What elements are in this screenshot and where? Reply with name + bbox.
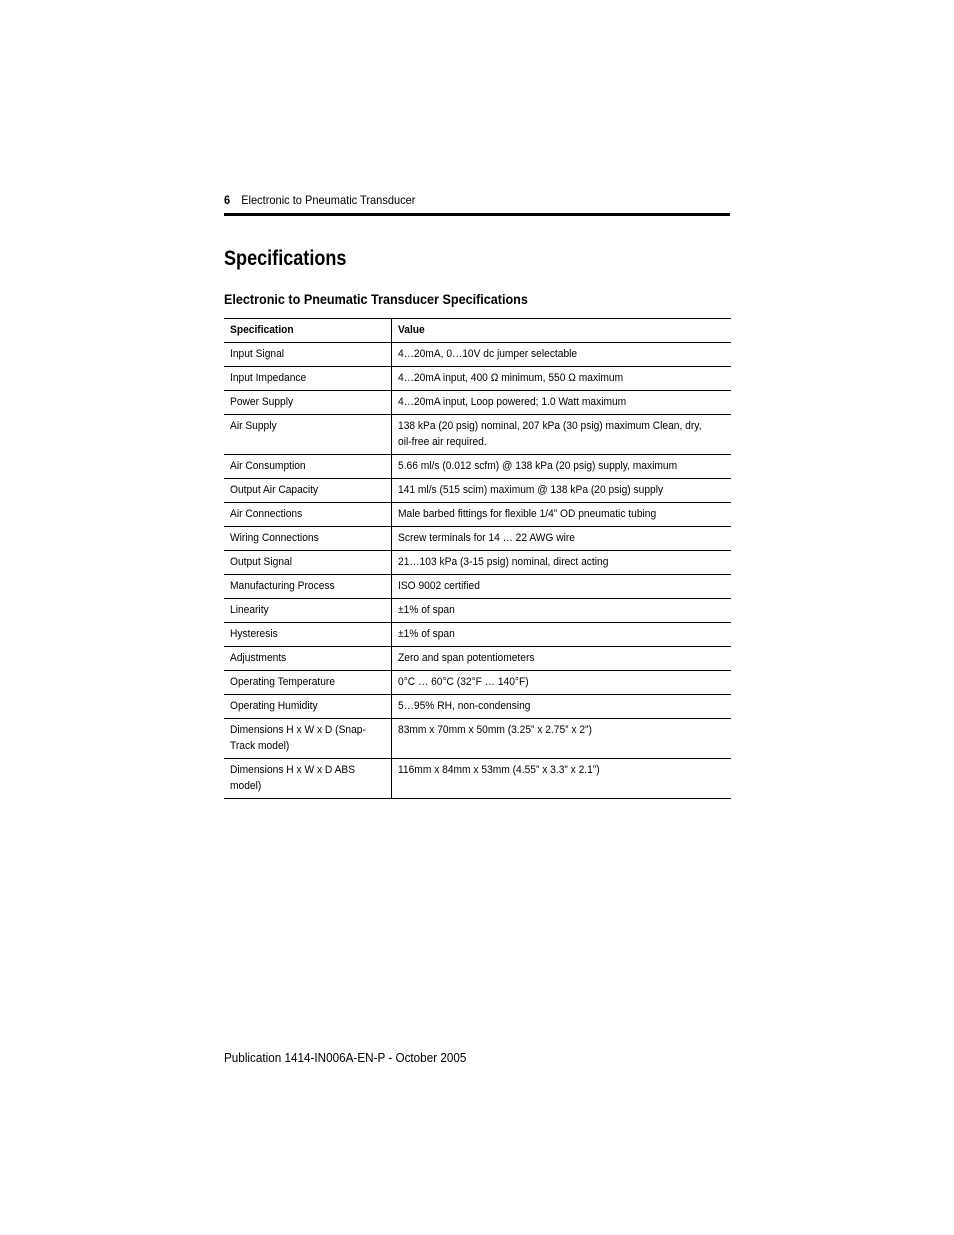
spec-value-cell: 4…20mA input, 400 Ω minimum, 550 Ω maximum [392, 367, 732, 391]
spec-name-cell: Air Consumption [224, 455, 392, 479]
table-title: Electronic to Pneumatic Transducer Specifications [224, 291, 528, 307]
table-row [224, 343, 731, 367]
spec-value-cell: Male barbed fittings for flexible 1/4” OD pneumatic tubing [392, 503, 732, 527]
table-header-row [224, 319, 731, 343]
specifications-table [224, 318, 731, 799]
spec-name-cell: Output Air Capacity [224, 479, 392, 503]
spec-name-cell: Air Supply [224, 415, 392, 455]
spec-value-cell: 5…95% RH, non-condensing [392, 695, 732, 719]
running-title: Electronic to Pneumatic Transducer [241, 193, 416, 207]
spec-name-cell: Hysteresis [224, 623, 392, 647]
spec-value-cell: ISO 9002 certified [392, 575, 732, 599]
table-row [224, 455, 731, 479]
table-row [224, 575, 731, 599]
spec-name-cell: Air Connections [224, 503, 392, 527]
table-row [224, 551, 731, 575]
table-row [224, 479, 731, 503]
spec-name-cell: Manufacturing Process [224, 575, 392, 599]
spec-value-cell: 0°C … 60°C (32°F … 140°F) [392, 671, 732, 695]
spec-value-cell: 141 ml/s (515 scim) maximum @ 138 kPa (20 psig) supply [392, 479, 732, 503]
table-row [224, 647, 731, 671]
spec-value-cell: 116mm x 84mm x 53mm (4.55” x 3.3” x 2.1”) [392, 759, 732, 799]
table-row [224, 759, 731, 799]
running-header [224, 192, 690, 208]
header-rule [224, 213, 730, 216]
spec-value-cell: 21…103 kPa (3-15 psig) nominal, direct acting [392, 551, 732, 575]
spec-value-cell: ±1% of span [392, 599, 732, 623]
spec-name-cell: Operating Humidity [224, 695, 392, 719]
spec-value-cell: Screw terminals for 14 … 22 AWG wire [392, 527, 732, 551]
spec-value-cell: ±1% of span [392, 623, 732, 647]
table-row [224, 695, 731, 719]
column-header-specification: Specification [224, 319, 392, 343]
spec-value-cell: 4…20mA, 0…10V dc jumper selectable [392, 343, 732, 367]
table-row [224, 599, 731, 623]
spec-name-cell: Wiring Connections [224, 527, 392, 551]
table-row [224, 719, 731, 759]
spec-name-cell: Output Signal [224, 551, 392, 575]
page-number: 6 [224, 193, 231, 207]
spec-name-cell: Input Impedance [224, 367, 392, 391]
spec-value-cell: Zero and span potentiometers [392, 647, 732, 671]
spec-name-cell: Power Supply [224, 391, 392, 415]
spec-name-cell: Operating Temperature [224, 671, 392, 695]
table-row [224, 623, 731, 647]
section-title: Specifications [224, 247, 347, 270]
table-row [224, 671, 731, 695]
spec-name-cell: Input Signal [224, 343, 392, 367]
spec-value-cell: 83mm x 70mm x 50mm (3.25” x 2.75” x 2”) [392, 719, 732, 759]
spec-name-cell: Adjustments [224, 647, 392, 671]
table-row [224, 415, 731, 455]
table-row [224, 527, 731, 551]
table-row [224, 391, 731, 415]
spec-name-cell: Dimensions H x W x D ABS model) [224, 759, 392, 799]
spec-name-cell: Dimensions H x W x D (Snap-Track model) [224, 719, 392, 759]
publication-footer: Publication 1414-IN006A-EN-P - October 2005 [224, 1050, 467, 1065]
spec-value-cell: 5.66 ml/s (0.012 scfm) @ 138 kPa (20 psig) supply, maximum [392, 455, 732, 479]
spec-value-cell: 4…20mA input, Loop powered; 1.0 Watt maximum [392, 391, 732, 415]
table-row [224, 503, 731, 527]
spec-value-cell: 138 kPa (20 psig) nominal, 207 kPa (30 psig) maximum Clean, dry, oil-free air required. [392, 415, 732, 455]
table-row [224, 367, 731, 391]
table-body [224, 343, 731, 799]
column-header-value: Value [392, 319, 732, 343]
spec-name-cell: Linearity [224, 599, 392, 623]
